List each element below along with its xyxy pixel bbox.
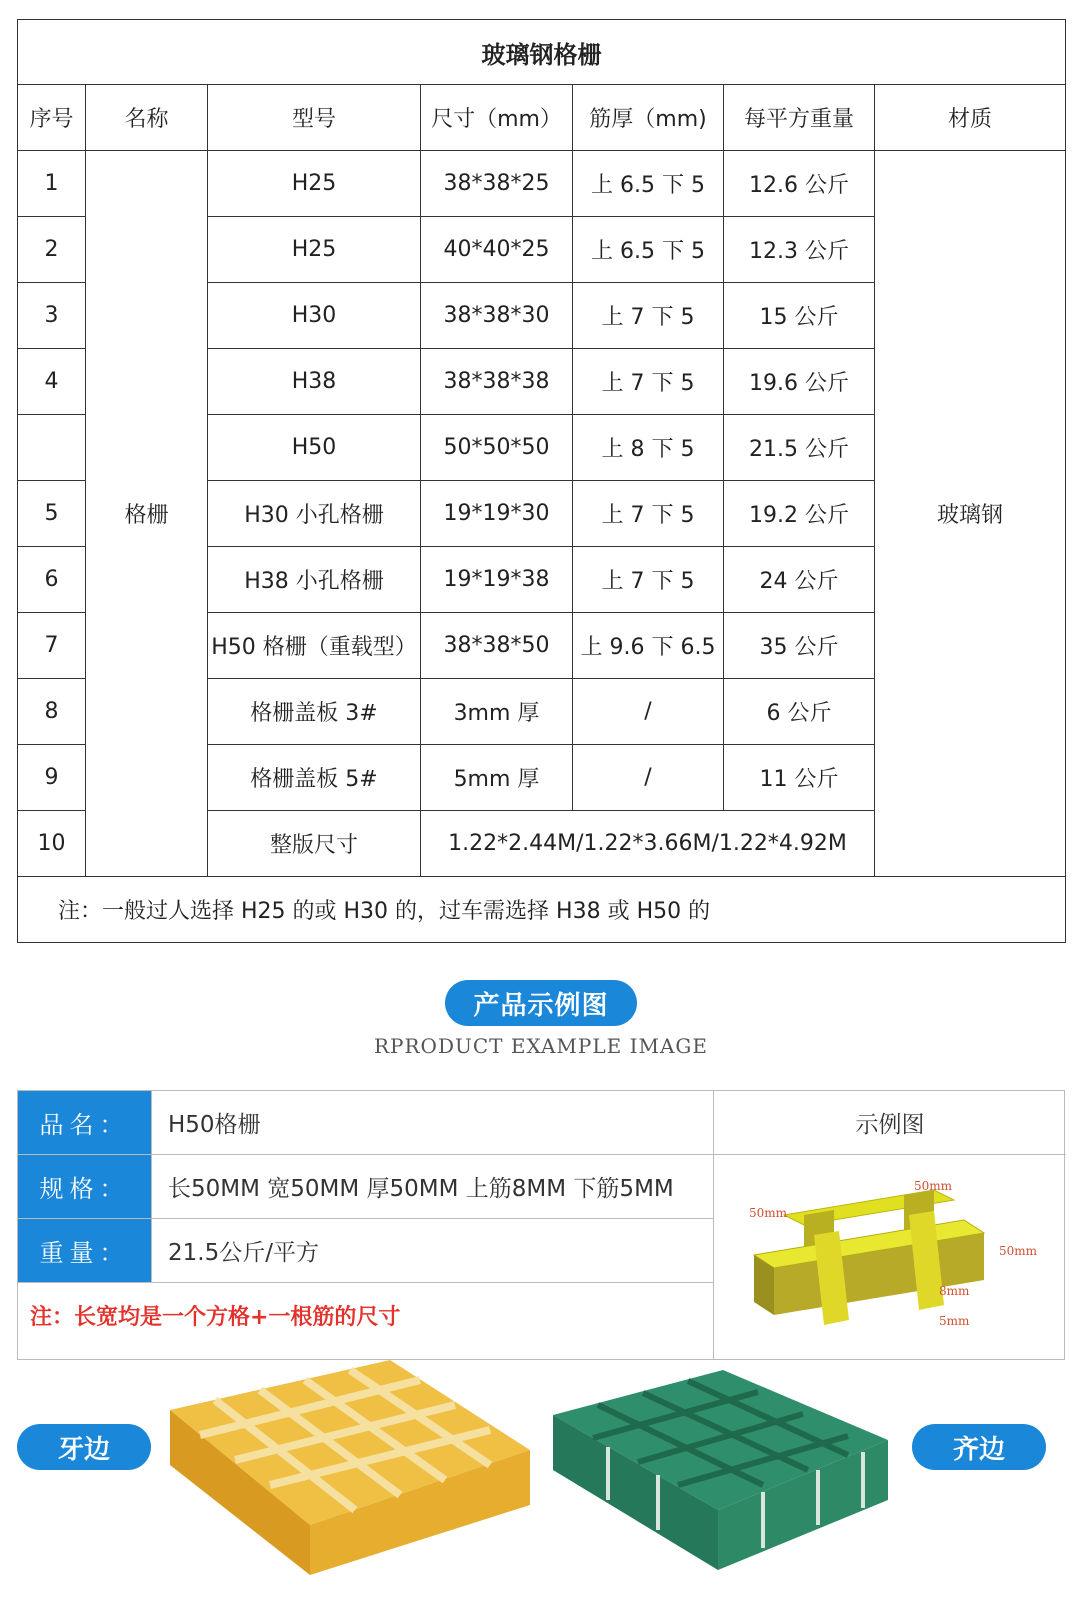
serrated-edge-pill: 牙边 [17,1424,151,1470]
header-no: 序号 [18,85,86,151]
cell-weight: 35 公斤 [724,613,875,679]
info-row-weight [18,1219,713,1283]
info-label: 规格： [18,1155,152,1218]
section-title-badge: 产品示例图 [445,980,637,1026]
header-rib: 筋厚（mm) [573,85,724,151]
cell-rib: 上 7 下 5 [573,349,724,415]
cell-size: 3mm 厚 [421,679,573,745]
diagram-label-bottom-rib: 5mm [939,1314,970,1328]
cell-model: H50 格栅（重载型） [208,613,421,679]
cell-size: 38*38*25 [421,151,573,217]
header-weight: 每平方重量 [724,85,875,151]
cell-size: 38*38*50 [421,613,573,679]
cell-model: H25 [208,151,421,217]
info-row-name [18,1091,713,1155]
cell-model: H25 [208,217,421,283]
cell-model: H30 [208,283,421,349]
cell-no: 10 [18,811,86,877]
spec-table [17,19,1066,943]
cell-no: 9 [18,745,86,811]
section-subtitle: RPRODUCT EXAMPLE IMAGE [373,1034,708,1058]
cell-no: 2 [18,217,86,283]
cell-size: 5mm 厚 [421,745,573,811]
cell-weight: 21.5 公斤 [724,415,875,481]
diagram-label-width: 50mm [749,1206,788,1220]
table-title: 玻璃钢格栅 [18,20,1066,85]
cell-model: 格栅盖板 3# [208,679,421,745]
example-heading: 示例图 [714,1091,1066,1155]
diagram-label-height: 50mm [999,1244,1038,1258]
green-grating-image [548,1360,893,1580]
cell-no: 4 [18,349,86,415]
cell-no: 1 [18,151,86,217]
cell-weight: 24 公斤 [724,547,875,613]
cell-rib: 上 6.5 下 5 [573,217,724,283]
cell-no: 5 [18,481,86,547]
cell-size: 38*38*30 [421,283,573,349]
cell-size: 19*19*38 [421,547,573,613]
cell-rib: / [573,679,724,745]
cell-no: 6 [18,547,86,613]
cell-weight: 12.6 公斤 [724,151,875,217]
cell-rib: 上 9.6 下 6.5 [573,613,724,679]
flush-edge-pill: 齐边 [912,1424,1046,1470]
cell-rib: 上 6.5 下 5 [573,151,724,217]
cell-rib: 上 7 下 5 [573,547,724,613]
cell-no [18,415,86,481]
diagram-label-top-rib: 8mm [939,1284,970,1298]
cell-rib: 上 7 下 5 [573,283,724,349]
info-note: 注：长宽均是一个方格+一根筋的尺寸 [30,1305,401,1330]
table-note: 注：一般过人选择 H25 的或 H30 的，过车需选择 H38 或 H50 的 [18,877,1066,943]
cell-model: 格栅盖板 5# [208,745,421,811]
cell-rib: 上 7 下 5 [573,481,724,547]
header-model: 型号 [208,85,421,151]
diagram-label-length: 50mm [914,1179,953,1193]
example-column [713,1091,1066,1359]
cell-model: 整版尺寸 [208,811,421,877]
cell-weight: 19.2 公斤 [724,481,875,547]
cell-model: H50 [208,415,421,481]
cell-weight: 12.3 公斤 [724,217,875,283]
cell-no: 3 [18,283,86,349]
cell-size: 19*19*30 [421,481,573,547]
cell-size: 40*40*25 [421,217,573,283]
info-row-spec [18,1155,713,1219]
info-value: 长50MM 宽50MM 厚50MM 上筋8MM 下筋5MM [168,1176,674,1202]
cell-size: 50*50*50 [421,415,573,481]
cell-weight: 11 公斤 [724,745,875,811]
info-value: 21.5公斤/平方 [168,1240,319,1266]
cell-weight: 19.6 公斤 [724,349,875,415]
header-material: 材质 [875,85,1066,151]
cell-no: 7 [18,613,86,679]
cell-no: 8 [18,679,86,745]
cell-model: H38 小孔格栅 [208,547,421,613]
cell-size: 38*38*38 [421,349,573,415]
table-row [18,151,1066,217]
cell-weight: 6 公斤 [724,679,875,745]
header-name: 名称 [86,85,208,151]
grating-diagram [714,1155,1064,1360]
cell-rib: 上 8 下 5 [573,415,724,481]
table-header-row [18,85,1066,151]
yellow-grating-image [160,1355,540,1585]
cell-model: H38 [208,349,421,415]
cell-rib: / [573,745,724,811]
info-label: 重量： [18,1219,152,1282]
info-value: H50格栅 [168,1112,261,1138]
cell-name-merged: 格栅 [86,151,208,877]
cell-panel-sizes: 1.22*2.44M/1.22*3.66M/1.22*4.92M [421,811,875,877]
cell-weight: 15 公斤 [724,283,875,349]
info-label: 品名： [18,1091,152,1154]
cell-material-merged: 玻璃钢 [875,151,1066,877]
cell-model: H30 小孔格栅 [208,481,421,547]
header-size: 尺寸（mm） [421,85,573,151]
